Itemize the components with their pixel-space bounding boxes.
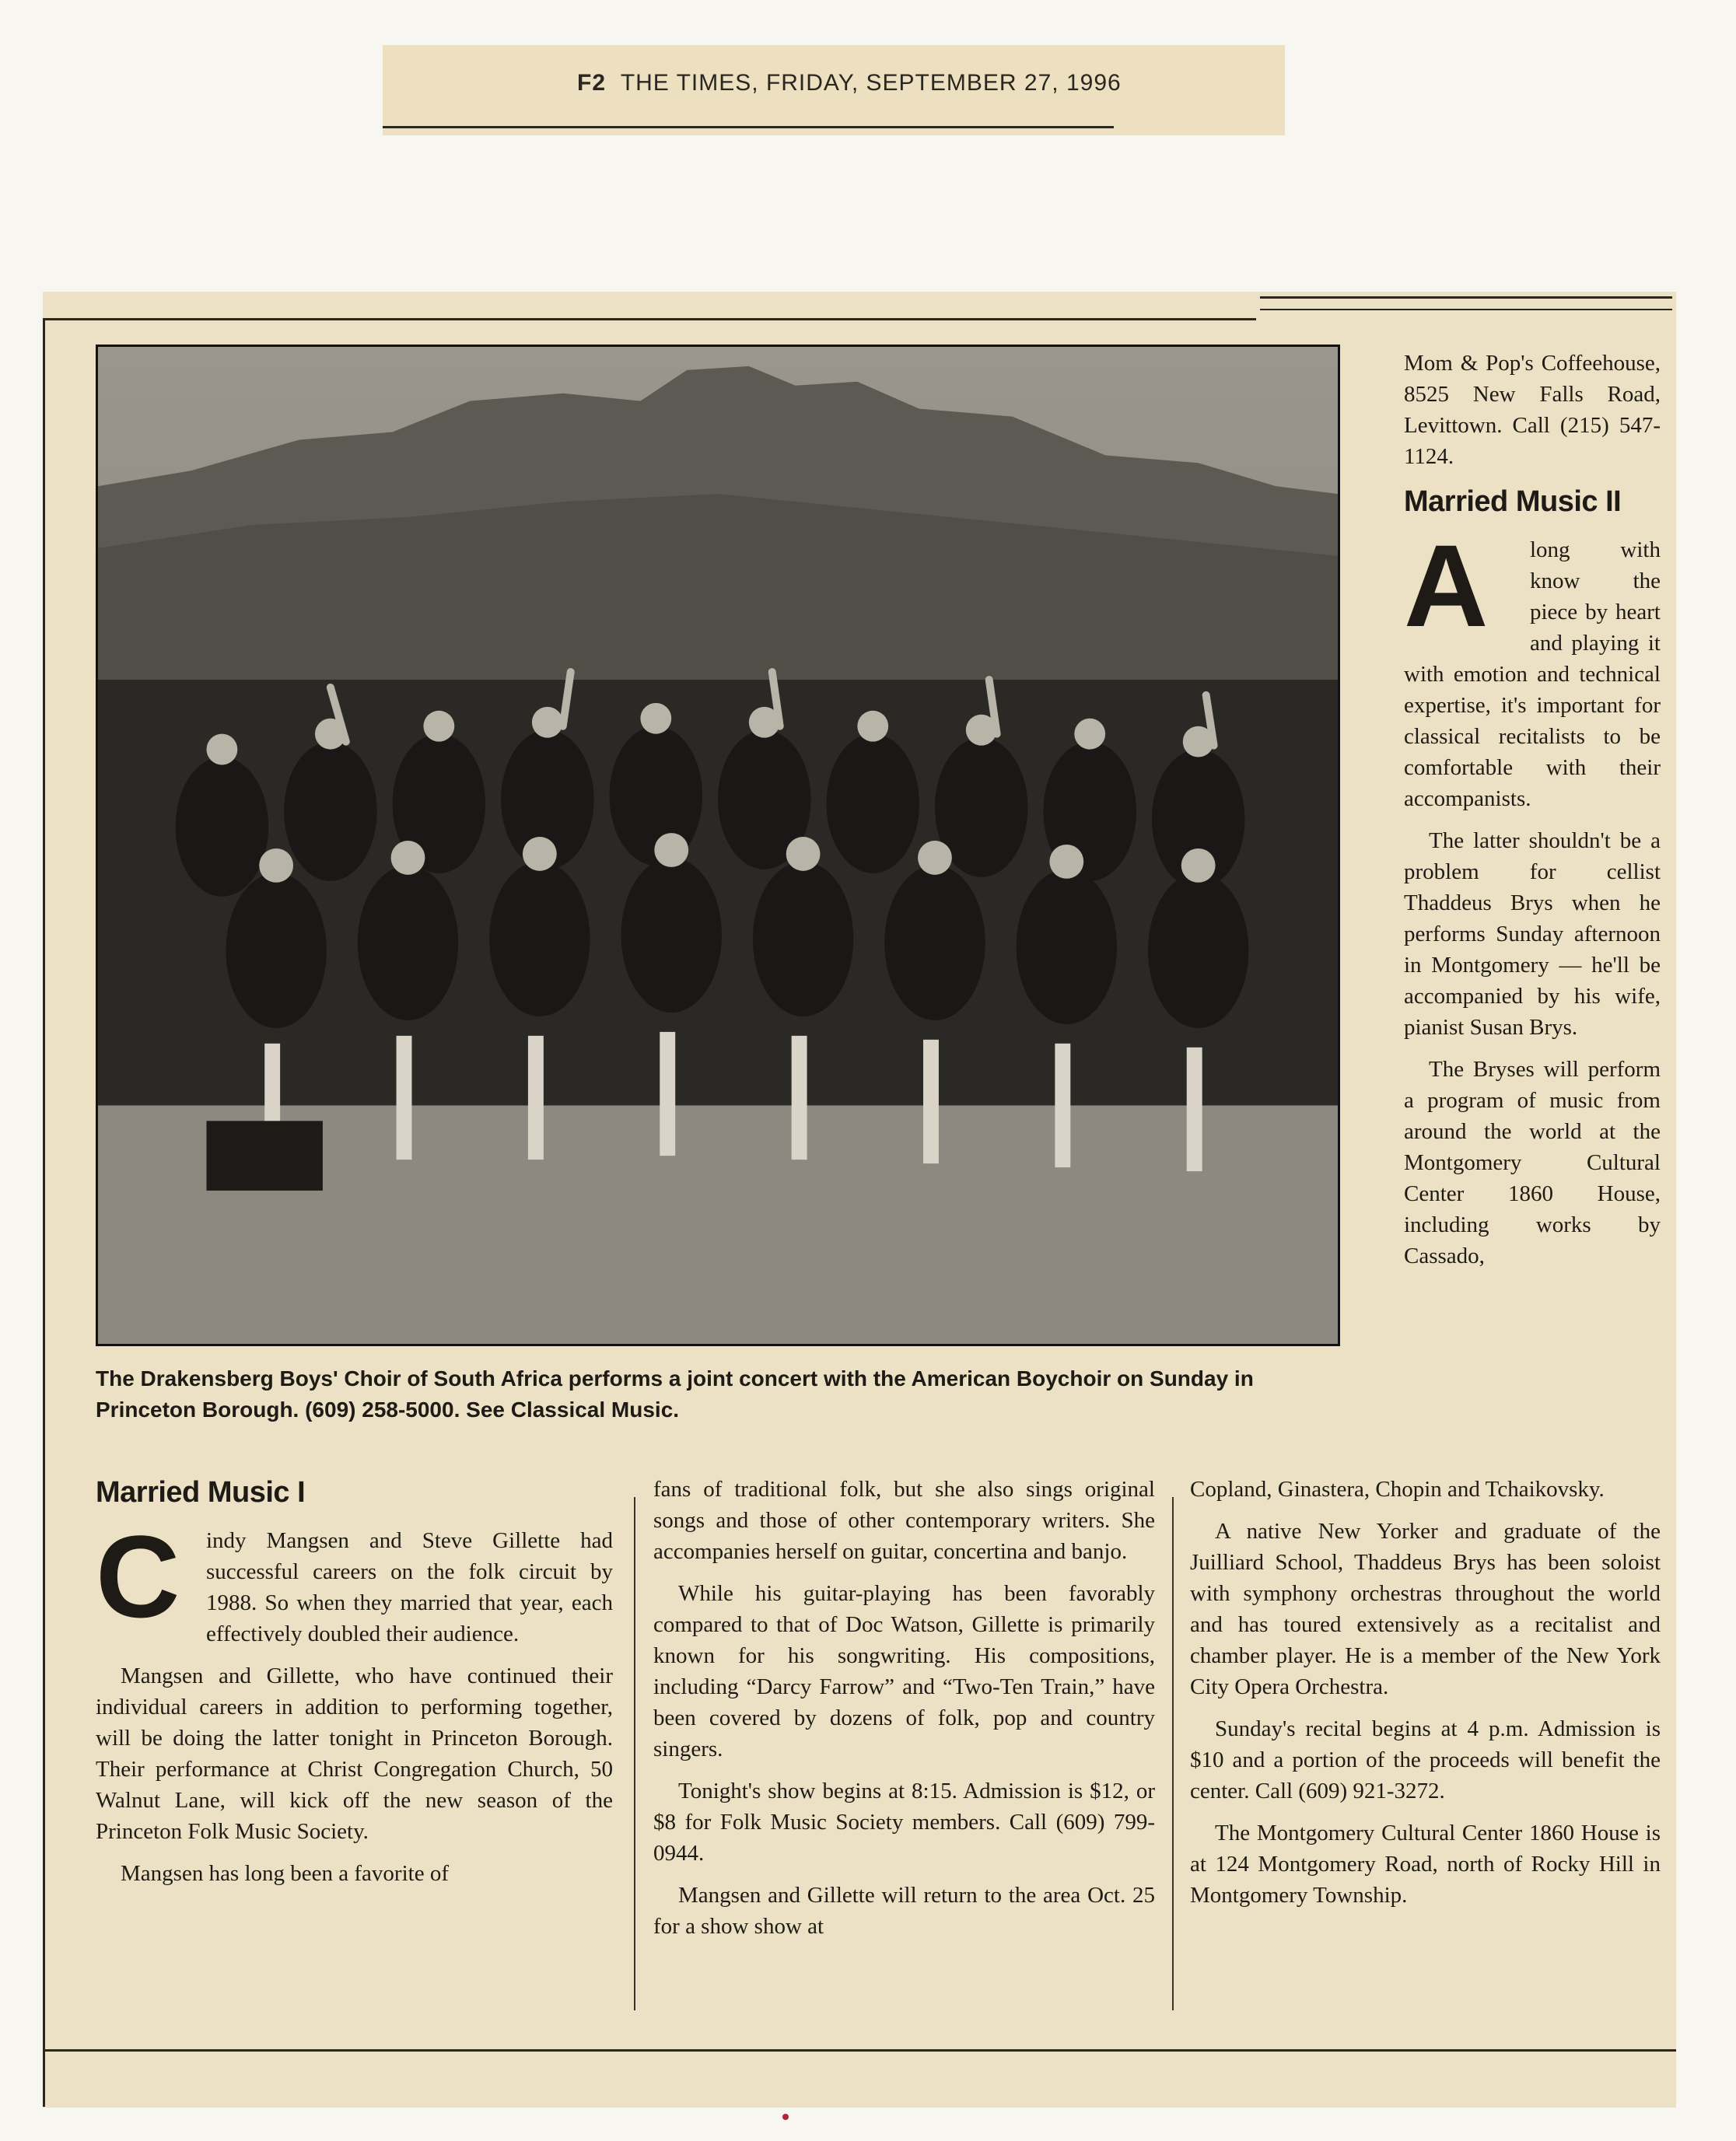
article1-column1 <box>96 1474 613 1900</box>
main-clipping <box>43 292 1676 2108</box>
top-rule-right <box>1260 296 1672 299</box>
bottom-rule <box>43 2049 1676 2052</box>
article1-continued-paragraph: While his guitar-playing has been favorably compared to that of Doc Watson, Gillette is primarily known for his songwriting. His compositions, including “Darcy Farrow” and “Two-Ten Train,” have been covered by dozens of folk, pop and country singers. <box>653 1581 1155 1761</box>
photo-caption: The Drakensberg Boys' Choir of South Africa performs a joint concert with the American Boychoir on Sunday in Princeton Borough. (609) 258-5000. See Classical Music. <box>96 1366 1254 1422</box>
top-rule-right-thin <box>1260 309 1672 310</box>
article2-paragraph: The latter shouldn't be a problem for cellist Thaddeus Brys when he performs Sunday afternoon in Montgomery — he'll be accompanied by his wife, pianist Susan Brys. <box>1404 828 1661 1040</box>
article2-continued-paragraph: The Montgomery Cultural Center 1860 House is at 124 Montgomery Road, north of Rocky Hill in Montgomery Township. <box>1190 1821 1661 1908</box>
article1-column2 <box>653 1474 1155 1953</box>
top-rule-left <box>43 318 1256 320</box>
article2-continued-paragraph: Copland, Ginastera, Chopin and Tchaikovsky. <box>1190 1477 1605 1502</box>
ink-speck <box>782 2114 789 2120</box>
article1-continued-paragraph: Mangsen and Gillette will return to the area Oct. 25 for a show show at <box>653 1883 1155 1939</box>
article1-dropcap: C <box>96 1511 180 1642</box>
page-number: F2 <box>577 70 607 96</box>
right-column-top <box>1404 348 1661 1282</box>
article1-paragraph: Mangsen has long been a favorite of <box>121 1861 449 1886</box>
article2-column-bottom <box>1190 1474 1661 1922</box>
article2-heading: Married Music II <box>1404 485 1622 518</box>
header-rule <box>383 126 1114 128</box>
article2-continued-paragraph: Sunday's recital begins at 4 p.m. Admission is $10 and a portion of the proceeds will benefit the center. Call (609) 921-3272. <box>1190 1716 1661 1803</box>
column-rule <box>1172 1497 1174 2010</box>
article2-continued-paragraph: A native New Yorker and graduate of the Juilliard School, Thaddeus Brys has been soloist with symphony orchestras throughout the world and has toured extensively as a recitalist and chamber player. He is a member of the New York City Opera Orchestra. <box>1190 1519 1661 1699</box>
article2-paragraph: The Bryses will perform a program of music from around the world at the Montgomery Cultural Center 1860 House, including works by Cassado, <box>1404 1057 1661 1268</box>
article1-continued-paragraph: fans of traditional folk, but she also sings original songs and those of other contemporary writers. She accompanies herself on guitar, concertina and banjo. <box>653 1477 1155 1564</box>
choir-photo-illustration <box>98 347 1338 1344</box>
listing-mom-and-pops: Mom & Pop's Coffeehouse, 8525 New Falls Road, Levittown. Call (215) 547-1124. <box>1404 351 1661 469</box>
choir-photo <box>96 345 1340 1346</box>
header-clipping <box>383 45 1285 135</box>
article2-paragraph: long with know the piece by heart and playing it with emotion and technical expertise, it's important for classical recitalists to be comfortable with their accompanists. <box>1404 537 1661 811</box>
article2-dropcap: A <box>1404 520 1489 651</box>
column-rule <box>634 1497 635 2010</box>
left-border-rule <box>43 318 45 2107</box>
article1-paragraph: indy Mangsen and Steve Gillette had successful careers on the folk circuit by 1988. So when they married that year, each effectively doubled their audience. <box>206 1528 613 1646</box>
masthead-title: THE TIMES, FRIDAY, SEPTEMBER 27, 1996 <box>620 70 1122 96</box>
masthead <box>577 70 1262 96</box>
article1-heading: Married Music I <box>96 1476 306 1509</box>
article1-continued-paragraph: Tonight's show begins at 8:15. Admission is $12, or $8 for Folk Music Society members. Call (609) 799-0944. <box>653 1779 1155 1866</box>
article1-paragraph: Mangsen and Gillette, who have continued their individual careers in addition to performing together, will be doing the latter tonight in Princeton Borough. Their performance at Christ Congregation Church, 50 Walnut Lane, will kick off the new season of the Princeton Folk Music Society. <box>96 1663 613 1844</box>
